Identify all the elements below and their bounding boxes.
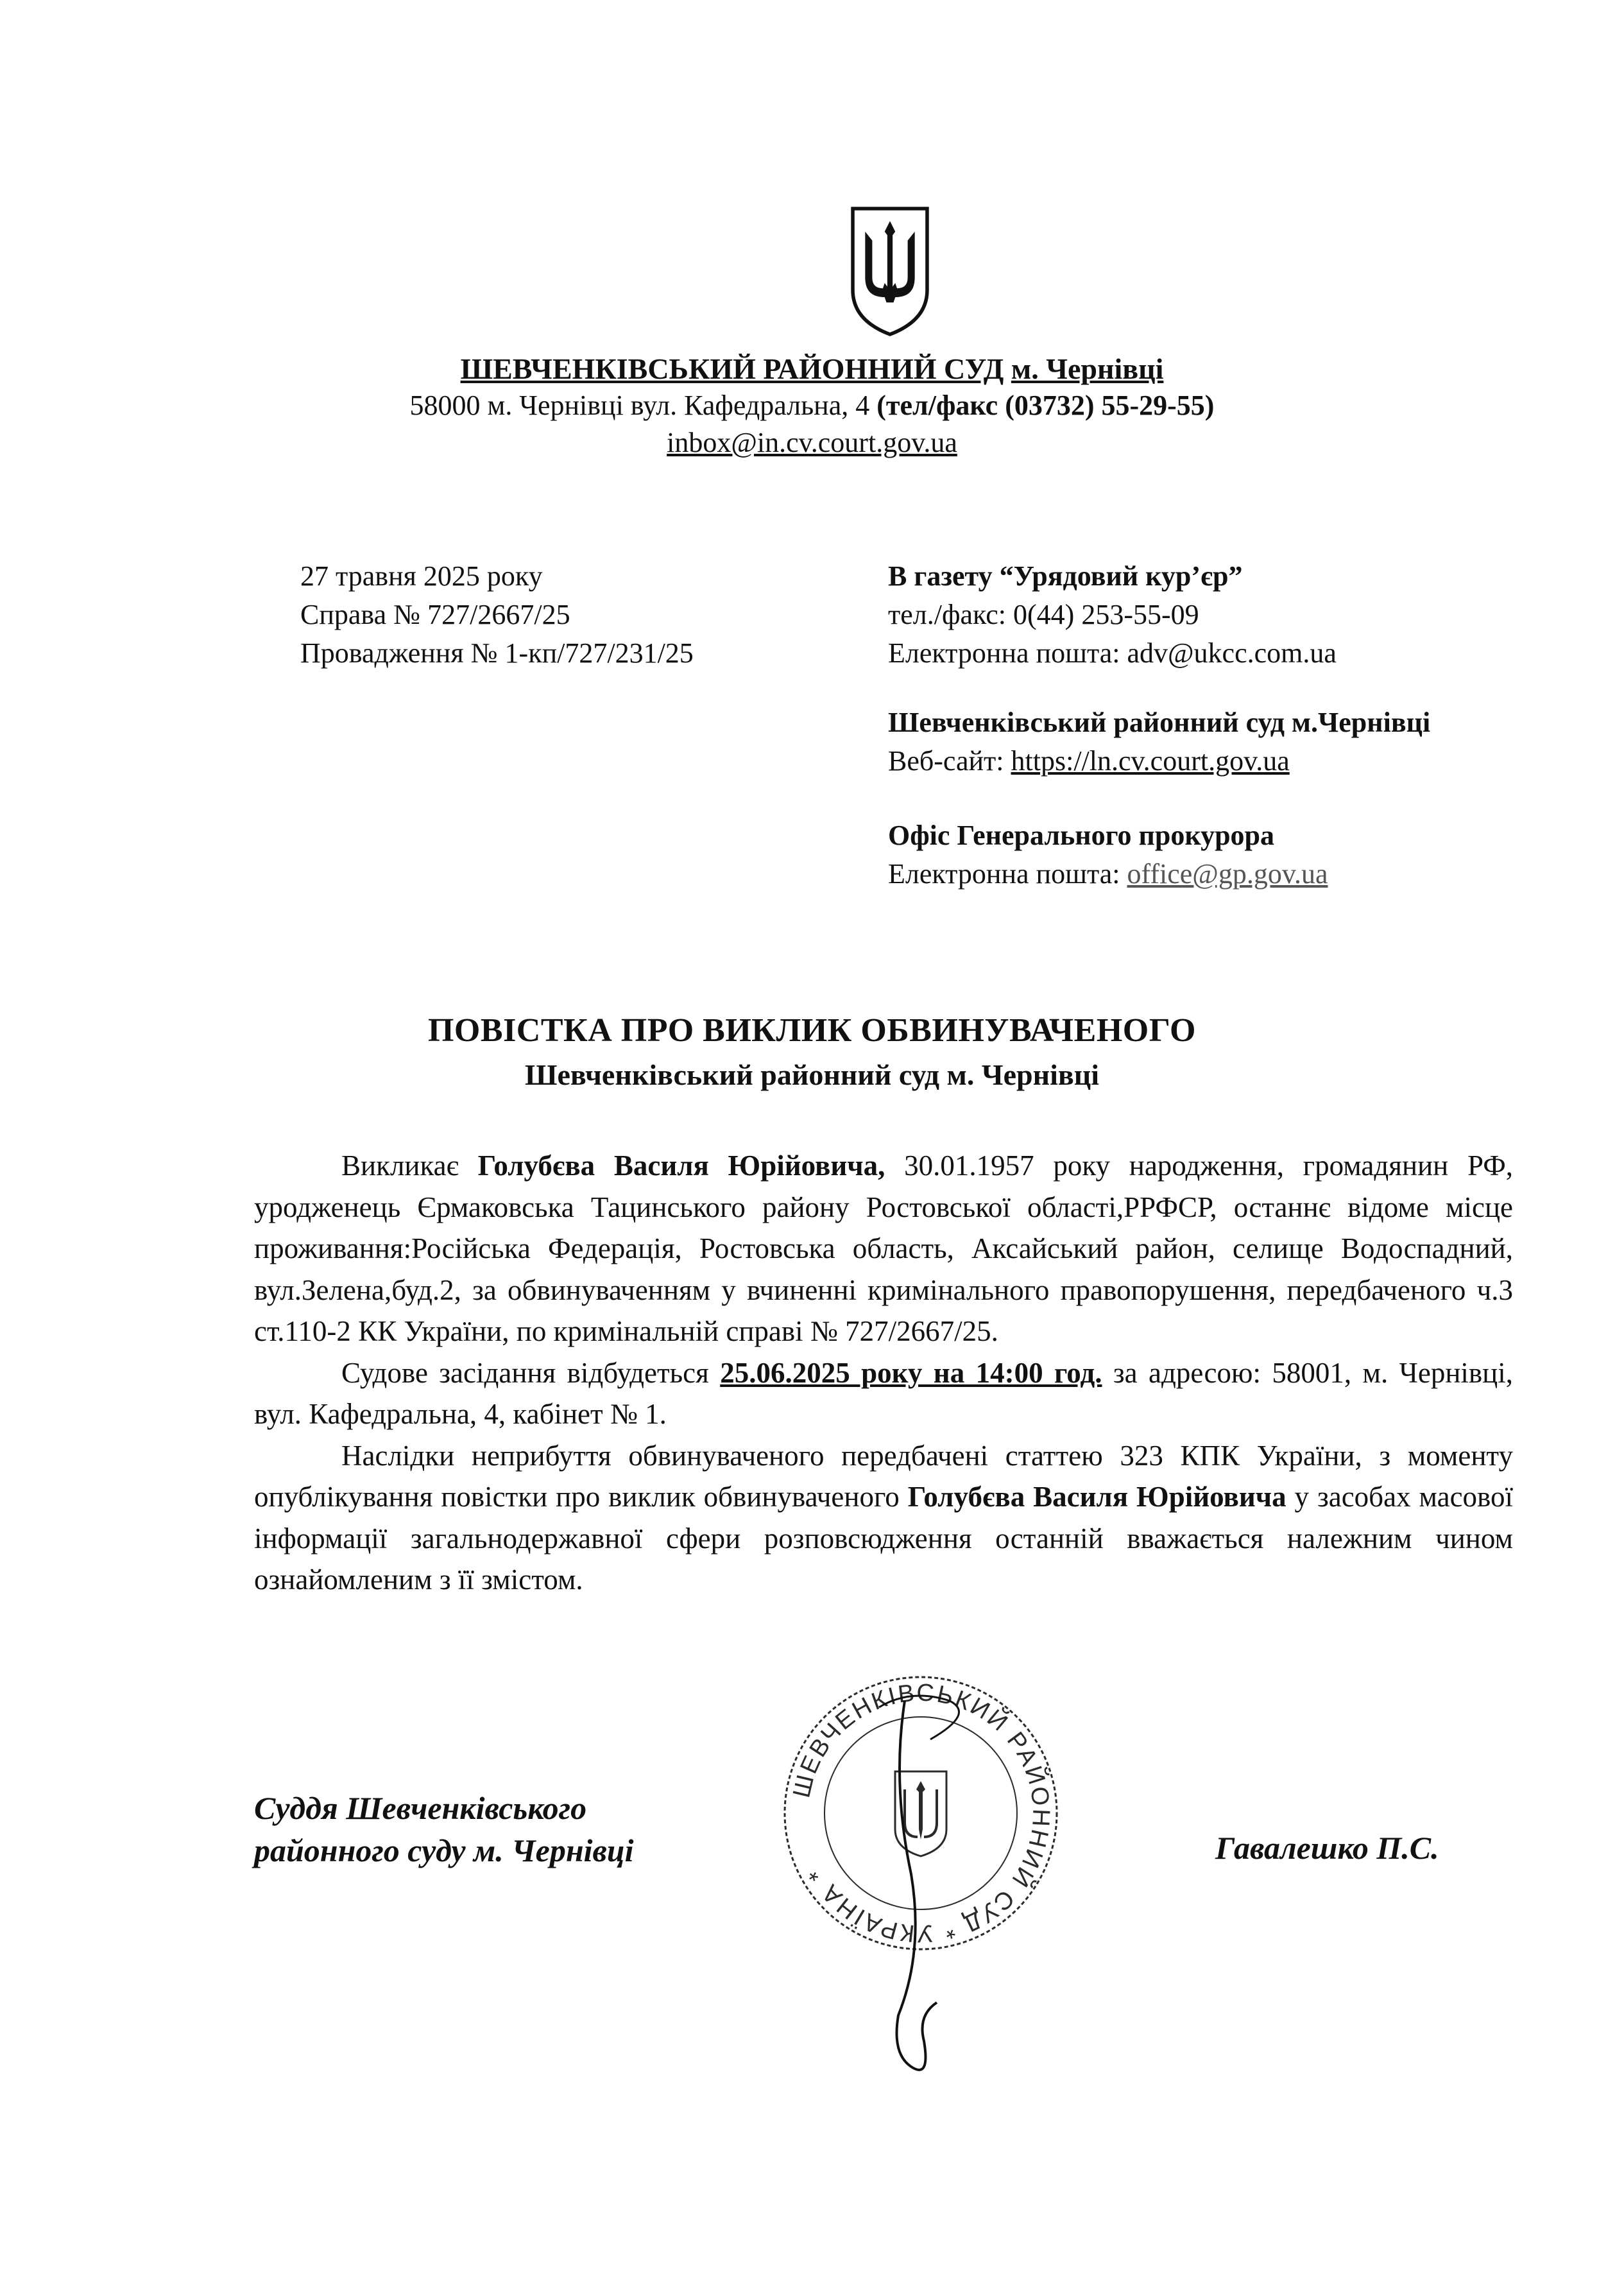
case-number: Справа № 727/2667/25	[300, 599, 570, 630]
svg-text:ШЕВЧЕНКІВСЬКИЙ РАЙОННИЙ СУД *: ШЕВЧЕНКІВСЬКИЙ РАЙОННИЙ СУД * УКРАЇНА *	[788, 1679, 1055, 1947]
court-email-line	[0, 426, 1624, 459]
document-date: 27 травня 2025 року	[300, 560, 543, 592]
court-header	[0, 352, 1624, 386]
p1-start: Викликає	[341, 1150, 478, 1182]
prosecutor-email	[888, 855, 1328, 893]
accused-name-repeat: Голубєва Василя Юрійовича	[907, 1481, 1286, 1513]
accused-name: Голубєва Василя Юрійовича,	[477, 1150, 885, 1182]
prosecutor-email-link[interactable]: office@gp.gov.ua	[1127, 858, 1328, 890]
prosecutor-email-label: Електронна пошта:	[888, 858, 1127, 890]
paragraph-hearing	[254, 1352, 1513, 1435]
court-email-link[interactable]: inbox@in.cv.court.gov.ua	[667, 427, 957, 458]
p2-start: Судове засідання відбудеться	[341, 1356, 721, 1389]
p2-rest: за адресою: 58001, м. Чернівці, вул. Кафедральна, 4, кабінет № 1.	[254, 1356, 1514, 1430]
document-subtitle: Шевченківський районний суд м. Чернівці	[524, 1058, 1100, 1091]
paragraph-summons	[254, 1145, 1513, 1352]
court-address: 58000 м. Чернівці вул. Кафедральна, 4	[409, 390, 870, 421]
judge-signature	[853, 1682, 1007, 2092]
paragraph-consequences	[254, 1435, 1513, 1601]
court-city: м. Чернівці	[1011, 352, 1164, 385]
p1-rest: 30.01.1957 року народження, громадянин РФ, уродженець Єрмаковська Тацинського району Ростовської області,РРФСР, останнє відоме місце проживання:Російська Федерація, Ростовська область, Аксайський район, селище Водоспадний, вул.Зелена,буд.2, за обвинуваченням у вчиненні кримінального правопорушення, передбаченого ч.3 ст.110-2 КК України, по кримінальній справі № 727/2667/25.	[254, 1150, 1514, 1347]
court-contacts	[0, 389, 1624, 422]
recipient-newspaper: В газету “Урядовий кур’єр”	[888, 560, 1243, 592]
court-website	[888, 742, 1290, 780]
trident-icon	[846, 204, 934, 339]
website-link[interactable]: https://ln.cv.court.gov.ua	[1011, 745, 1290, 777]
judge-title-line1: Суддя Шевченківського	[254, 1790, 587, 1826]
p3-rest: у засобах масової інформації загальнодержавної сфери розповсюдження останній вважається належним чином ознайомленим з її змістом.	[254, 1481, 1514, 1596]
judge-name: Гавалешко П.С.	[1215, 1830, 1439, 1866]
summons-body	[254, 1145, 1513, 1601]
court-name: ШЕВЧЕНКІВСЬКИЙ РАЙОННИЙ СУД	[460, 352, 1004, 385]
document-title: ПОВІСТКА ПРО ВИКЛИК ОБВИНУВАЧЕНОГО	[427, 1012, 1196, 1049]
website-label: Веб-сайт:	[888, 745, 1011, 777]
newspaper-phone: тел./факс: 0(44) 253-55-09	[888, 599, 1199, 630]
recipient-prosecutor: Офіс Генерального прокурора	[888, 820, 1275, 851]
proceeding-number: Провадження № 1-кп/727/231/25	[300, 637, 694, 669]
recipient-court: Шевченківський районний суд м.Чернівці	[888, 707, 1431, 738]
judge-title-line2: районного суду м. Чернівці	[254, 1832, 634, 1868]
court-phone: (тел/факс (03732) 55-29-55)	[876, 390, 1215, 421]
judge-title	[254, 1787, 634, 1872]
p3-start: Наслідки неприбуття обвинуваченого передбачені статтею 323 КПК України, з моменту опублікування повістки про виклик обвинуваченого	[254, 1439, 1513, 1513]
hearing-datetime: 25.06.2025 року на 14:00 год.	[720, 1356, 1102, 1389]
newspaper-email: Електронна пошта: adv@ukcc.com.ua	[888, 637, 1337, 669]
